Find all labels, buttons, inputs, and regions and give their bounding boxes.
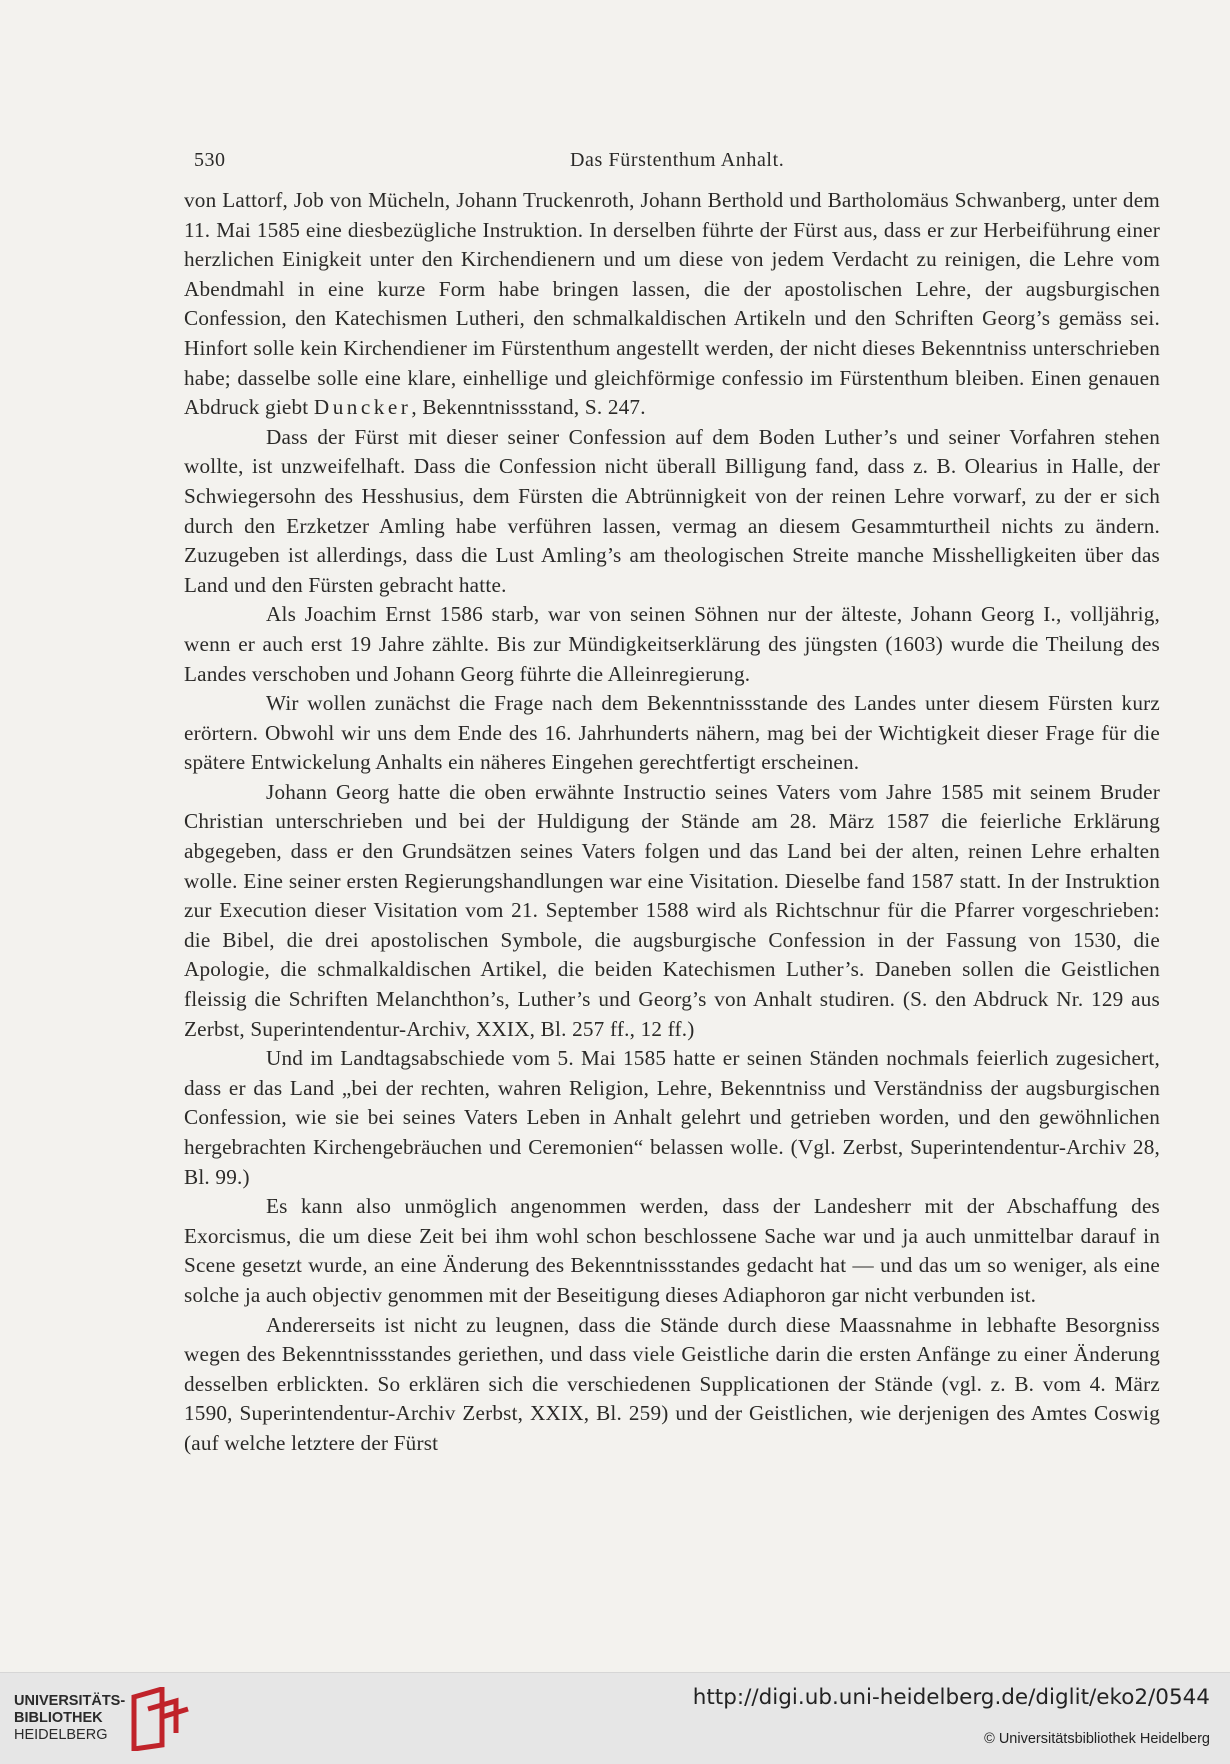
copyright-notice: © Universitätsbibliothek Heidelberg <box>984 1731 1210 1747</box>
paragraph-1-text-b: , Bekenntnissstand, S. 247. <box>411 395 646 420</box>
author-name: Duncker <box>313 395 412 420</box>
logo-text <box>14 1693 125 1744</box>
running-title: Das Fürstenthum Anhalt. <box>570 149 785 171</box>
paragraph-1-text-a: von Lattorf, Job von Mücheln, Johann Truckenroth, Johann Berthold und Bartholomäus Schwanberg, unter dem 11. Mai 1585 eine diesbezügliche Instruktion. In derselben führte der Fürst aus, dass er zur Herbeiführung einer herzlichen Einigkeit unter den Kirchendienern und um diese von jedem Verdacht zu reinigen, die Lehre vom Abendmahl in eine kurze Form habe bringen lassen, die der apostolischen Lehre, der augsburgischen Confession, den Katechismen Lutheri, den schmalkaldischen Artikeln und den Schriften Georg’s gemäss sei. Hinfort solle kein Kirchendiener im Fürstenthum angestellt werden, der nicht dieses Bekenntniss unterschrieben habe; dasselbe solle eine klare, einhellige und gleichförmige confessio im Fürstenthum bleiben. Einen genauen Abdruck giebt <box>184 188 1160 420</box>
library-logo[interactable] <box>14 1687 204 1751</box>
paragraph-4: Wir wollen zunächst die Frage nach dem Bekenntnissstande des Landes unter diesem Fürsten kurz erörtern. Obwohl wir uns dem Ende des 16. Jahrhunderts nähern, mag bei der Wichtigkeit dieser Frage für die spätere Entwickelung Anhalts ein näheres Eingehen gerechtfertigt erscheinen. <box>184 691 1160 775</box>
logo-line-2: BIBLIOTHEK <box>14 1710 103 1726</box>
body-text <box>184 186 1160 1459</box>
page-header <box>194 140 1174 180</box>
page-number: 530 <box>194 149 226 171</box>
paragraph-6: Und im Landtagsabschiede vom 5. Mai 1585 hatte er seinen Ständen nochmals feierlich zugesichert, dass er das Land „bei der rechten, wahren Religion, Lehre, Bekenntniss und Verständniss der augsburgischen Confession, wie sie bei seines Vaters Leben in Anhalt gelehrt und getrieben worden, und den gewöhnlichen hergebrachten Kirchengebräuchen und Ceremonien“ belassen wolle. (Vgl. Zerbst, Superintendentur-Archiv 28, Bl. 99.) <box>184 1046 1160 1189</box>
paragraph-2: Dass der Fürst mit dieser seiner Confession auf dem Boden Luther’s und seiner Vorfahren stehen wollte, ist unzweifelhaft. Dass die Confession nicht überall Billigung fand, dass z. B. Olearius in Halle, der Schwiegersohn des Hesshusius, dem Fürsten die Abtrünnigkeit von der reinen Lehre vorwarf, zu der er sich durch den Erzketzer Amling habe verführen lassen, vermag an diesem Gesammturtheil nichts zu ändern. Zuzugeben ist allerdings, dass die Lust Amling’s am theologischen Streite manche Misshelligkeiten über das Land und den Fürsten gebracht hatte. <box>184 424 1160 597</box>
logo-line-1: UNIVERSITÄTS- <box>14 1693 126 1709</box>
paragraph-7: Es kann also unmöglich angenommen werden, dass der Landesherr mit der Abschaffung des Exorcismus, die um diese Zeit bei ihm wohl schon beschlossene Sache war und ja auch unmittelbar darauf in Scene gesetzt wurde, an eine Änderung des Bekenntnissstandes gedacht hat — und das um so weniger, als eine solche ja auch objectiv genommen mit der Beseitigung dieses Adiaphoron gar nicht verbunden ist. <box>184 1194 1160 1307</box>
logo-line-3: HEIDELBERG <box>14 1727 108 1743</box>
paragraph-1 <box>184 186 1160 423</box>
document-url-link[interactable]: http://digi.ub.uni-heidelberg.de/diglit/eko2/0544 <box>692 1685 1210 1710</box>
library-emblem-icon <box>122 1687 196 1751</box>
footer-bar <box>0 1672 1230 1764</box>
paragraph-5: Johann Georg hatte die oben erwähnte Instructio seines Vaters vom Jahre 1585 mit seinem Bruder Christian unterschrieben und bei der Huldigung der Stände am 28. März 1587 die feierliche Erklärung abgegeben, dass er den Grundsätzen seines Vaters folgen und das Land bei der alten, reinen Lehre erhalten wolle. Eine seiner ersten Regierungshandlungen war eine Visitation. Dieselbe fand 1587 statt. In der Instruktion zur Execution dieser Visitation vom 21. September 1588 wird als Richtschnur für die Pfarrer vorgeschrieben: die Bibel, die drei apostolischen Symbole, die augsburgische Confession in der Fassung von 1530, die Apologie, die schmalkaldischen Artikel, die beiden Katechismen Luther’s. Daneben sollen die Geistlichen fleissig die Schriften Melanchthon’s, Luther’s und Georg’s von Anhalt studiren. (S. den Abdruck Nr. 129 aus Zerbst, Superintendentur-Archiv, XXIX, Bl. 257 ff., 12 ff.) <box>184 779 1160 1041</box>
paragraph-3: Als Joachim Ernst 1586 starb, war von seinen Söhnen nur der älteste, Johann Georg I., volljährig, wenn er auch erst 19 Jahre zählte. Bis zur Mündigkeitserklärung des jüngsten (1603) wurde die Theilung des Landes verschoben und Johann Georg führte die Alleinregierung. <box>184 602 1160 686</box>
paragraph-8: Andererseits ist nicht zu leugnen, dass die Stände durch diese Maassnahme in lebhafte Besorgniss wegen des Bekenntnissstandes geriethen, und dass viele Geistliche darin die ersten Anfänge zu einer Änderung desselben erblickten. So erklären sich die verschiedenen Supplicationen der Stände (vgl. z. B. vom 4. März 1590, Superintendentur-Archiv Zerbst, XXIX, Bl. 259) und der Geistlichen, wie derjenigen des Amtes Coswig (auf welche letztere der Fürst <box>184 1312 1160 1455</box>
